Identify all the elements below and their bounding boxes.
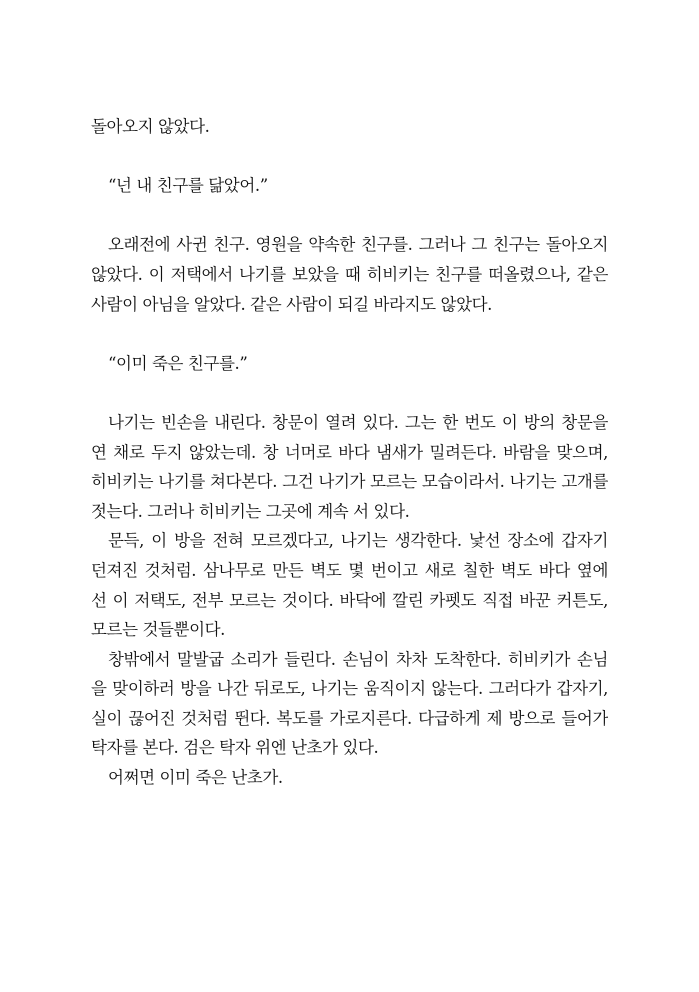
text-line: 히비키는 나기를 쳐다본다. 그건 나기가 모르는 모습이라서. 나기는 고개를 (91, 472, 608, 492)
text-line: 선 이 저택도, 전부 모르는 것이다. 바닥에 깔린 카펫도 직접 바꾼 커튼도, (91, 590, 608, 610)
text-line: 던져진 것처럼. 삼나무로 만든 벽도 몇 번이고 새로 칠한 벽도 바다 옆에 (91, 560, 608, 580)
text-line: 탁자를 본다. 검은 탁자 위엔 난초가 있다. (91, 738, 379, 758)
blank-line (91, 319, 608, 349)
text-line: 않았다. 이 저택에서 나기를 보았을 때 히비키는 친구를 떠올렸으나, 같은 (91, 264, 608, 284)
text-line: 문득, 이 방을 전혀 모르겠다고, 나기는 생각한다. 낯선 장소에 갑자기 (108, 531, 608, 551)
blank-line (91, 378, 608, 408)
text-line: 실이 끊어진 것처럼 뛴다. 복도를 가로지른다. 다급하게 제 방으로 들어가 (91, 708, 608, 728)
blank-line (91, 201, 608, 231)
text-line: 오래전에 사귄 친구. 영원을 약속한 친구를. 그러나 그 친구는 돌아오지 (108, 235, 608, 255)
text-line: 모르는 것들뿐이다. (91, 620, 226, 640)
dialogue-line: “이미 죽은 친구를.” (108, 353, 248, 373)
text-line: 연 채로 두지 않았는데. 창 너머로 바다 냄새가 밀려든다. 바람을 맞으며, (91, 442, 608, 462)
text-line: 창밖에서 말발굽 소리가 들린다. 손님이 차차 도착한다. 히비키가 손님 (108, 649, 608, 669)
text-line: 돌아오지 않았다. (91, 117, 210, 136)
text-line: 나기는 빈손을 내린다. 창문이 열려 있다. 그는 한 번도 이 방의 창문을 (108, 412, 608, 432)
blank-line (91, 142, 608, 172)
text-line: 을 맞이하러 방을 나간 뒤로도, 나기는 움직이지 않는다. 그러다가 갑자기, (91, 679, 608, 699)
text-line: 젓는다. 그러나 히비키는 그곳에 계속 서 있다. (91, 501, 410, 521)
story-text (91, 112, 608, 793)
dialogue-line: “넌 내 친구를 닮았어.” (108, 176, 268, 196)
text-line: 어쩌면 이미 죽은 난초가. (108, 768, 283, 788)
text-line: 사람이 아님을 알았다. 같은 사람이 되길 바라지도 않았다. (91, 294, 493, 314)
